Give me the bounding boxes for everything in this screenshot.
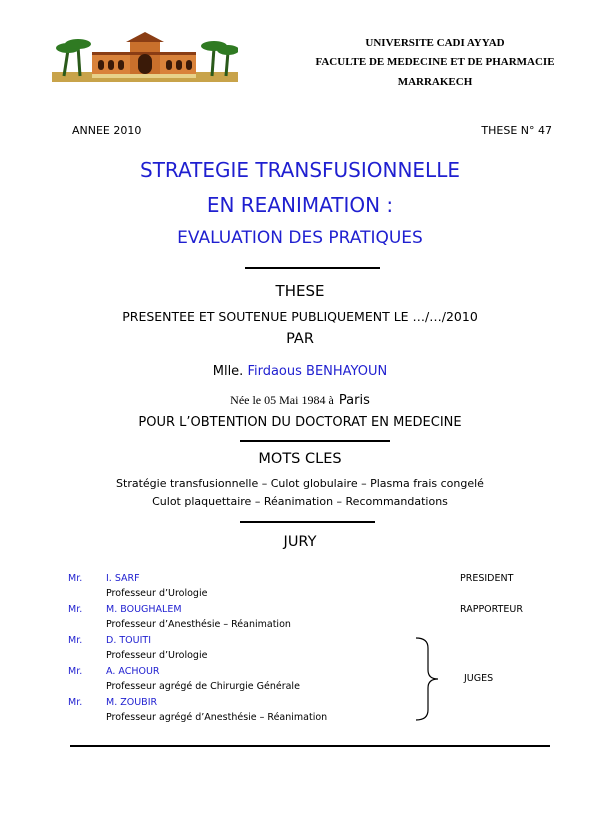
title-line-1: STRATEGIE TRANSFUSIONNELLE [140,158,460,182]
title-line-2: EN REANIMATION : [206,193,394,217]
jury-member-name: I. SARF [106,573,140,584]
faculty-logo [52,32,238,82]
jury-member-title: Mr. [68,573,83,584]
bottom-divider [70,745,550,747]
jury-member-title: Mr. [68,635,83,646]
birth-line [0,389,600,408]
jury-member-title: Mr. [68,666,83,677]
divider [245,267,380,269]
purpose-line: POUR L’OBTENTION DU DOCTORAT EN MEDECINE [138,415,462,430]
juges-brace [412,636,442,722]
jury-member-role: Professeur agrégé de Chirurgie Générale [106,681,300,692]
jury-member-title: Mr. [68,604,83,615]
jury-member-role: Professeur agrégé d’Anesthésie – Réanimation [106,712,328,723]
president-role: PRESIDENT [460,573,514,584]
jury-member-name: A. ACHOUR [106,666,160,677]
faculty-name: FACULTE DE MEDECINE ET DE PHARMACIE [315,56,555,68]
rapporteur-role: RAPPORTEUR [460,604,523,615]
keywords-line-1: Stratégie transfusionnelle – Culot globulaire – Plasma frais congelé [116,477,484,490]
city-name: MARRAKECH [397,76,473,88]
jury-member-role: Professeur d’Anesthésie – Réanimation [106,619,291,630]
author-line [0,364,600,379]
par-label: PAR [286,331,314,347]
jury-member-name: D. TOUITI [106,635,151,646]
these-label: THESE [275,282,325,300]
title-line-3: EVALUATION DES PRATIQUES [177,228,423,248]
jury-member-name: M. ZOUBIR [106,697,158,708]
jury-member-name: M. BOUGHALEM [106,604,182,615]
juges-role: JUGES [464,673,494,684]
university-name: UNIVERSITE CADI AYYAD [365,37,505,49]
divider [240,521,375,523]
jury-member-title: Mr. [68,697,83,708]
divider [240,440,390,442]
jury-label: JURY [283,534,317,550]
keywords-label: MOTS CLES [258,451,342,467]
thesis-number: THESE N° 47 [481,124,552,137]
birth-text: Née le 05 Mai 1984 à [230,393,334,407]
birth-city: Paris [338,393,370,408]
author-prefix: Mlle. [212,364,244,379]
author-name: Firdaous BENHAYOUN [247,364,388,379]
thesis-year: ANNEE 2010 [72,124,142,137]
jury-member-role: Professeur d’Urologie [106,650,208,661]
keywords-line-2: Culot plaquettaire – Réanimation – Recommandations [152,495,448,508]
presentation-line: PRESENTEE ET SOUTENUE PUBLIQUEMENT LE …/…/2010 [122,309,478,324]
jury-member-role: Professeur d’Urologie [106,588,208,599]
